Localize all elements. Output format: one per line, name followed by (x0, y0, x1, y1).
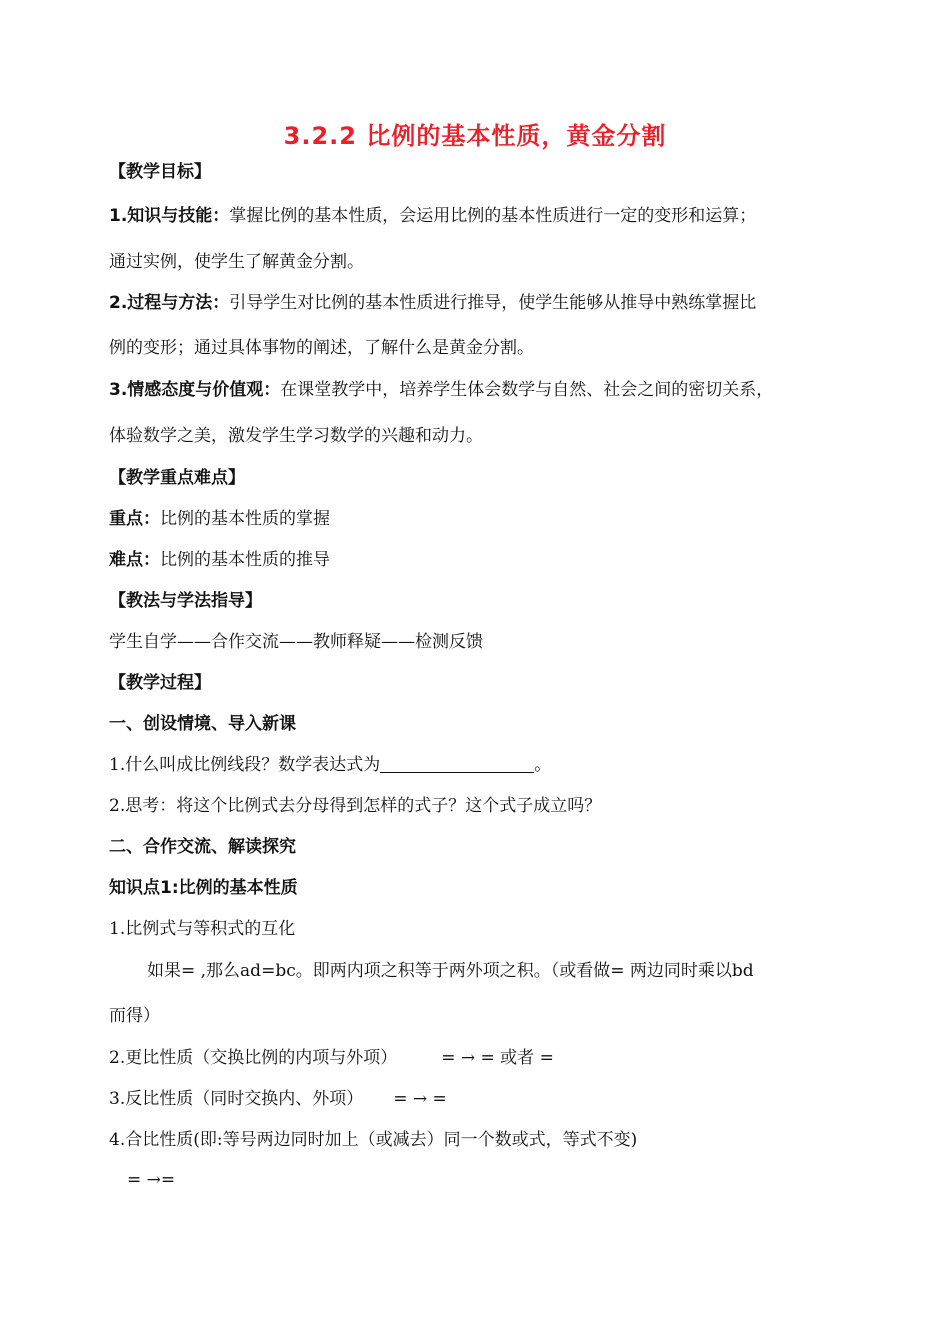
item3-text: 3.反比性质（同时交换内、外项） (109, 1089, 364, 1109)
question-2: 2.思考：将这个比例式去分母得到怎样的式子？这个式子成立吗？ (109, 796, 602, 816)
diff-label: 难点： (109, 550, 160, 570)
part2-header: 二、合作交流、解读探究 (109, 837, 296, 857)
item2-text: 2.更比性质（交换比例的内项与外项） (109, 1048, 398, 1068)
goals-header: 【教学目标】 (109, 162, 211, 182)
item2-formula: = → = 或者 = (441, 1048, 554, 1068)
item-3 (109, 1087, 447, 1111)
process-header: 【教学过程】 (109, 673, 211, 693)
method-text: 学生自学——合作交流——教师释疑——检测反馈 (109, 632, 483, 652)
q1-end: 。 (534, 755, 552, 775)
goal3-cont: 体验数学之美，激发学生学习数学的兴趣和动力。 (109, 426, 483, 446)
part1-header: 一、创设情境、导入新课 (109, 714, 296, 734)
goal2-cont: 例的变形；通过具体事物的阐述，了解什么是黄金分割。 (109, 338, 534, 358)
goal2-label: 2.过程与方法： (109, 293, 230, 313)
goal1-label: 1.知识与技能： (109, 206, 230, 226)
goal3-text: 在课堂教学中，培养学生体会数学与自然、社会之间的密切关系， (280, 380, 774, 400)
answer-blank (380, 756, 534, 773)
goal3 (109, 378, 773, 402)
method-header: 【教法与学法指导】 (109, 591, 262, 611)
diff-text: 比例的基本性质的推导 (160, 550, 330, 570)
page-title: 3.2.2 比例的基本性质，黄金分割 (283, 122, 667, 150)
key-header: 【教学重点难点】 (109, 468, 245, 488)
item-4: 4.合比性质(即:等号两边同时加上（或减去）同一个数或式，等式不变) (109, 1130, 638, 1150)
goal1 (109, 204, 756, 228)
goal1-cont: 通过实例，使学生了解黄金分割。 (109, 252, 364, 272)
kp1-header: 知识点1:比例的基本性质 (109, 878, 298, 898)
item-1-cont: 而得） (109, 1006, 160, 1026)
difficult-point (109, 548, 330, 572)
goal2-text: 引导学生对比例的基本性质进行推导，使学生能够从推导中熟练掌握比 (229, 293, 757, 313)
goal1-text: 掌握比例的基本性质，会运用比例的基本性质进行一定的变形和运算； (229, 206, 757, 226)
item-1-detail: 如果= ,那么ad=bc。即两内项之积等于两外项之积。（或看做= 两边同时乘以bd (147, 961, 754, 981)
key-label: 重点： (109, 509, 160, 529)
item-4-formula: = →= (127, 1170, 176, 1190)
key-point (109, 507, 330, 531)
key-text: 比例的基本性质的掌握 (160, 509, 330, 529)
item3-formula: = → = (393, 1089, 447, 1109)
goal3-label: 3.情感态度与价值观： (109, 380, 281, 400)
question-1 (109, 753, 551, 777)
item-1: 1.比例式与等积式的互化 (109, 919, 296, 939)
item-2 (109, 1046, 554, 1070)
goal2 (109, 291, 756, 315)
q1-text: 1.什么叫成比例线段？数学表达式为 (109, 755, 381, 775)
